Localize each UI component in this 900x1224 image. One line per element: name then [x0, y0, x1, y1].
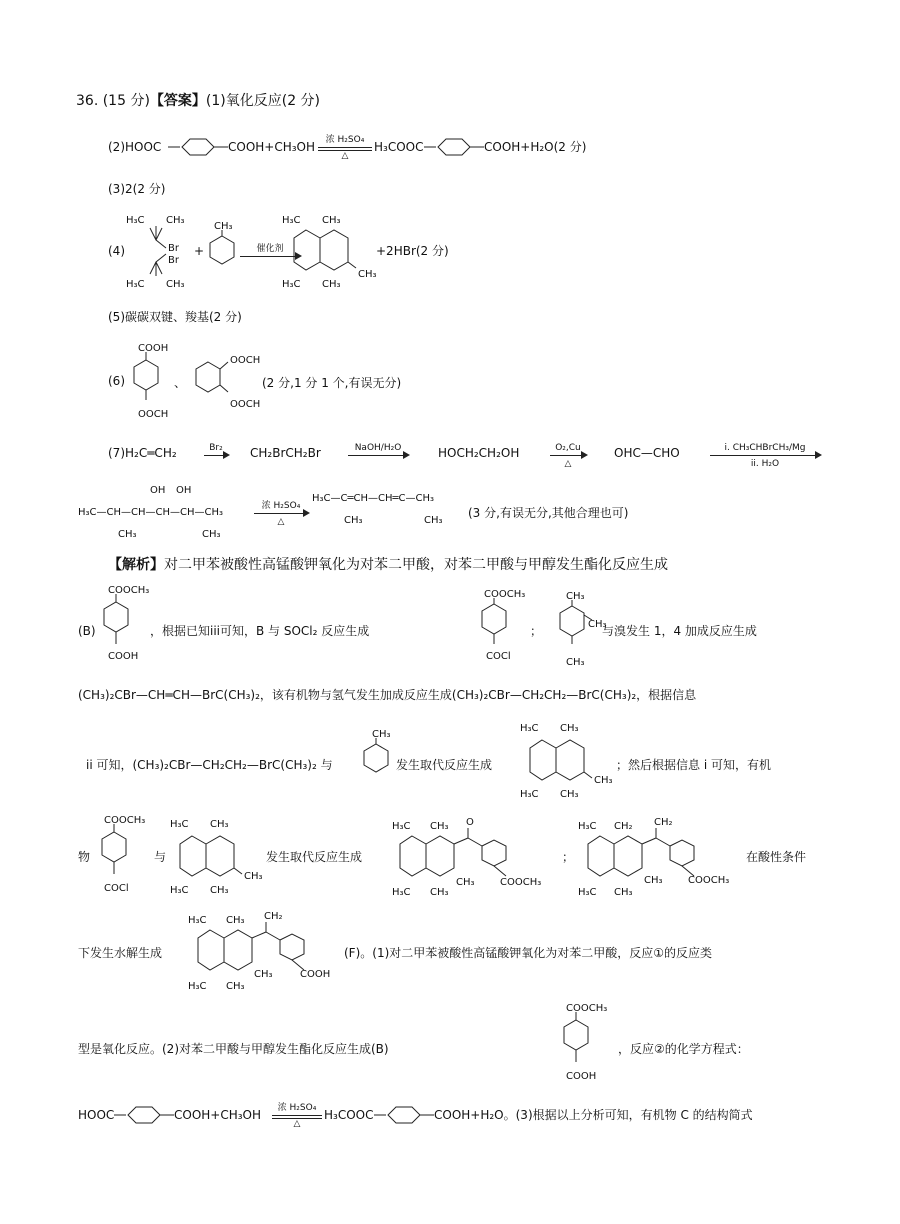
analysis-line-1 [108, 556, 668, 574]
cooh-label: COOH [300, 969, 331, 980]
reaction-condition: O₂,Cu [555, 443, 581, 453]
reaction-condition: NaOH/H₂O [354, 443, 402, 453]
h3c-label: H₃C [520, 789, 539, 800]
benzene-ring-icon [192, 356, 232, 404]
equation-text: HOOC [78, 1108, 115, 1122]
answer-2-product: H₃COOC [374, 140, 424, 154]
benzene-ring-icon [560, 1012, 592, 1072]
separator: ； [530, 624, 543, 638]
analysis-tag: 【解析】 [108, 557, 164, 573]
cooch3-label: COOCH₃ [500, 877, 542, 888]
heat-symbol: △ [564, 459, 572, 469]
ch3-label: CH₃ [644, 875, 663, 886]
benzene-ring-icon [168, 137, 228, 157]
tetrahydronaphthalene-icon [176, 828, 246, 888]
diene-product: H₃C—C═CH—CH═C—CH₃ [312, 493, 435, 504]
ch3-label: CH₃ [588, 619, 607, 630]
ch3-label: CH₃ [560, 789, 579, 800]
dibromo-skeleton-icon [140, 222, 180, 282]
catalyst-label: 催化剂 [256, 244, 284, 254]
reaction-condition: ii. H₂O [750, 459, 780, 469]
analysis-text: 型是氧化反应。(2)对苯二甲酸与甲醇发生酯化反应生成(B) [78, 1042, 389, 1056]
ch3-label: CH₃ [322, 279, 341, 290]
benzene-ring-icon [100, 594, 132, 654]
h3c-label: H₃C [126, 279, 145, 290]
analysis-text: 与 [154, 850, 167, 864]
ch3-label: CH₃ [456, 877, 475, 888]
h3c-label: H₃C [392, 821, 411, 832]
reaction-condition: 浓 H₂SO₄ [277, 1103, 317, 1113]
h3c-label: H₃C [282, 215, 301, 226]
question-header [76, 92, 320, 110]
toluene-ring-icon [360, 738, 392, 778]
ch3-label: CH₃ [566, 591, 585, 602]
analysis-text: 下发生水解生成 [78, 946, 163, 960]
ch3-label: CH₃ [372, 729, 391, 740]
cooch3-label: COOCH₃ [688, 875, 730, 886]
ch3-label: CH₃ [322, 215, 341, 226]
benzene-ring-icon [374, 1105, 434, 1125]
analysis-text: 与溴发生 1，4 加成反应生成 [602, 624, 757, 638]
ch3-label: CH₃ [594, 775, 613, 786]
analysis-text: (F)。(1)对二甲苯被酸性高锰酸钾氧化为对苯二甲酸，反应①的反应类 [344, 946, 713, 960]
cooh-label: COOH [566, 1071, 597, 1082]
question-number: 36. (15 分) [76, 93, 150, 109]
equation-text: COOH+CH₃OH [174, 1108, 262, 1122]
answer-2-tail: COOH+H₂O(2 分) [484, 140, 587, 154]
heat-symbol: △ [341, 151, 349, 161]
tetrahydronaphthalene-icon [526, 732, 596, 792]
br-label: Br [168, 243, 179, 254]
ch3-label: CH₃ [166, 279, 185, 290]
analysis-text: 发生取代反应生成 [396, 758, 493, 772]
synthesis-step-4: OHC—CHO [614, 446, 680, 460]
ch3-label: CH₃ [202, 529, 221, 540]
heat-symbol: △ [293, 1119, 301, 1129]
analysis-text: ii 可知，(CH₃)₂CBr—CH₂CH₂—BrC(CH₃)₂ 与 [86, 758, 333, 772]
ch3-label: CH₃ [344, 515, 363, 526]
h3c-label: H₃C [520, 723, 539, 734]
answer-2-reactants: COOH+CH₃OH [228, 140, 316, 154]
ch3-label: CH₃ [226, 915, 245, 926]
answer-2-prefix: (2)HOOC [108, 140, 162, 154]
oocch-label: OOCH [138, 409, 169, 420]
toluene-ring-icon [206, 230, 238, 270]
analysis-text: ，根据已知iii可知，B 与 SOCl₂ 反应生成 [150, 624, 370, 638]
ch2-label: CH₂ [264, 911, 283, 922]
cooh-label: COOH [138, 343, 169, 354]
ch3-label: CH₃ [226, 981, 245, 992]
h3c-label: H₃C [188, 915, 207, 926]
analysis-text: ；然后根据信息 i 可知，有机 [616, 758, 771, 772]
oh-label: OH [150, 485, 166, 496]
benzene-ring-icon [98, 824, 130, 884]
answer-6-label: (6) [108, 374, 125, 388]
analysis-text: ，反应②的化学方程式： [618, 1042, 749, 1056]
ch2-label: CH₂ [614, 821, 633, 832]
ch3-label: CH₃ [214, 221, 233, 232]
equation-text: COOH+H₂O。(3)根据以上分析可知，有机物 C 的结构简式 [434, 1108, 753, 1122]
benzene-ring-icon [130, 352, 162, 408]
oocch-label: OOCH [230, 399, 261, 410]
h3c-label: H₃C [392, 887, 411, 898]
cooch3-label: COOCH₃ [566, 1003, 608, 1014]
h3c-label: H₃C [170, 819, 189, 830]
tetrahydronaphthalene-icon [290, 222, 360, 282]
diol-chain: H₃C—CH—CH—CH—CH—CH₃ [78, 507, 224, 518]
cooch3-label: COOCH₃ [484, 589, 526, 600]
h3c-label: H₃C [170, 885, 189, 896]
equation-text: H₃COOC [324, 1108, 374, 1122]
reaction-condition: i. CH₃CHBrCH₃/Mg [724, 443, 806, 453]
answer-4-label: (4) [108, 244, 125, 258]
ch3-label: CH₃ [254, 969, 273, 980]
analysis-text: 在酸性条件 [746, 850, 807, 864]
cocl-label: COCl [104, 883, 129, 894]
cooch3-label: COOCH₃ [104, 815, 146, 826]
h3c-label: H₃C [126, 215, 145, 226]
reaction-condition: 浓 H₂SO₄ [325, 135, 365, 145]
heat-symbol: △ [277, 517, 285, 527]
compound-b-label: (B) [78, 624, 96, 638]
plus-sign: + [194, 244, 205, 258]
ch3-label: CH₃ [566, 657, 585, 668]
answer-4-tail: +2HBr(2 分) [376, 244, 449, 258]
oocch-label: OOCH [230, 355, 261, 366]
h3c-label: H₃C [188, 981, 207, 992]
analysis-text: 发生取代反应生成 [266, 850, 363, 864]
analysis-line-3: (CH₃)₂CBr—CH═CH—BrC(CH₃)₂，该有机物与氢气发生加成反应生成(CH₃)₂CBr—CH₂CH₂—BrC(CH₃)₂，根据信息 [78, 688, 697, 702]
oxygen-label: O [466, 817, 474, 828]
reaction-condition: Br₂ [209, 443, 223, 453]
ch3-label: CH₃ [614, 887, 633, 898]
answer-3: (3)2(2 分) [108, 182, 166, 196]
ch3-label: CH₃ [166, 215, 185, 226]
h3c-label: H₃C [578, 887, 597, 898]
oh-label: OH [176, 485, 192, 496]
analysis-text: 对二甲苯被酸性高锰酸钾氧化为对苯二甲酸，对苯二甲酸与甲醇发生酯化反应生成 [164, 557, 668, 573]
ch3-label: CH₃ [430, 887, 449, 898]
synthesis-step-1: (7)H₂C═CH₂ [108, 446, 177, 460]
benzene-ring-icon [424, 137, 484, 157]
h3c-label: H₃C [578, 821, 597, 832]
cooch3-label: COOCH₃ [108, 585, 150, 596]
ch3-label: CH₃ [210, 819, 229, 830]
ch3-label: CH₃ [210, 885, 229, 896]
ch3-label: CH₃ [244, 871, 263, 882]
analysis-text: 物 [78, 850, 91, 864]
ch3-label: CH₃ [118, 529, 137, 540]
answer-1: (1)氧化反应(2 分) [205, 93, 321, 109]
answer-5: (5)碳碳双键、羧基(2 分) [108, 310, 242, 324]
synthesis-step-2: CH₂BrCH₂Br [250, 446, 321, 460]
ch3-label: CH₃ [424, 515, 443, 526]
synthesis-step-3: HOCH₂CH₂OH [438, 446, 520, 460]
ch2-label: CH₂ [654, 817, 673, 828]
h3c-label: H₃C [282, 279, 301, 290]
ch3-label: CH₃ [560, 723, 579, 734]
reaction-condition: 浓 H₂SO₄ [261, 501, 301, 511]
cocl-label: COCl [486, 651, 511, 662]
answer-6-note: (2 分,1 分 1 个,有误无分) [262, 376, 402, 390]
separator: 、 [174, 376, 187, 390]
separator: ； [562, 850, 575, 864]
cooh-label: COOH [108, 651, 139, 662]
ch3-label: CH₃ [358, 269, 377, 280]
br-label: Br [168, 255, 179, 266]
benzene-ring-icon [478, 598, 510, 654]
answer-7-note: (3 分,有误无分,其他合理也可) [468, 506, 629, 520]
answer-tag: 【答案】 [149, 93, 206, 109]
benzene-ring-icon [114, 1105, 174, 1125]
ch3-label: CH₃ [430, 821, 449, 832]
